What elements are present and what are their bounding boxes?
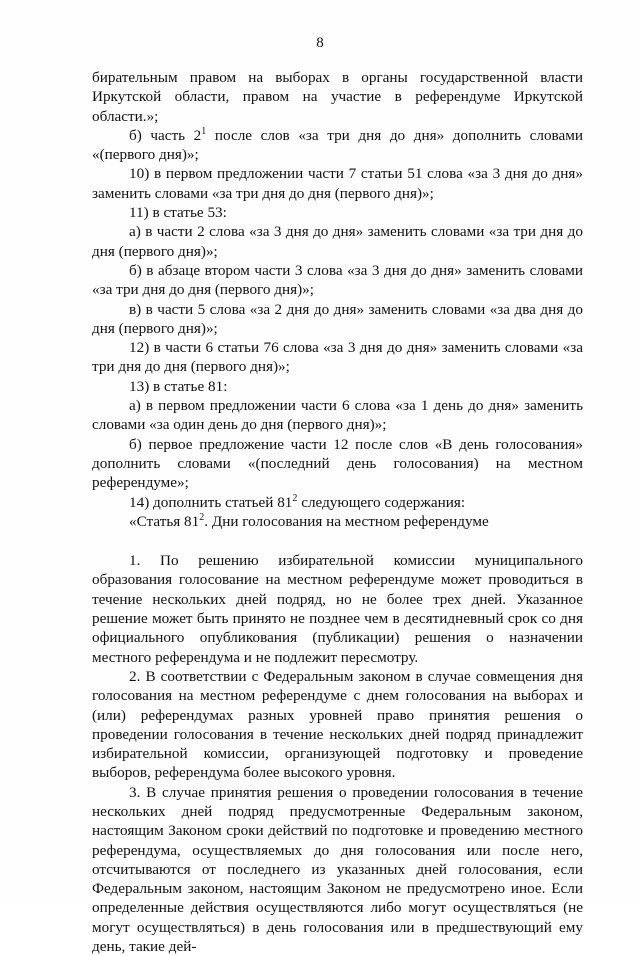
paragraph-item-13: 13) в статье 81: [129, 377, 228, 395]
article-part-2: 2. В соответствии с Федеральным законом в случае совмещения дня голосования на местном референдуме с днем голосования на выборах и (или) референдумах разных уровней право принятия решения о проведении голосования в течение нескольких дней подряд принадлежит избирательной комиссии, организующей подготовку и проведение выборов, референдума более высокого уровня. [92, 667, 583, 782]
article-heading: «Статья $81^2$. Дни голосования на местном референдуме [129, 511, 489, 530]
article-part-3: 3. В случае принятия решения о проведении голосования в течение нескольких дней подряд предусмотренные Федеральным законом, настоящим Законом сроки действий по подготовке и проведению местного референдума, осуществляемых до дня голосования или после него, отсчитываются от последнего из указанных дней голосования, если Федеральным законом, настоящим Законом не предусмотрено иное. Если определенные действия осуществляются либо могут осуществляться (не могут осуществляться) в день голосования или в предшествующий ему день, такие дей- [92, 783, 583, 956]
document-body [92, 68, 583, 956]
superscript: 2 [199, 511, 205, 523]
paragraph-item-b-part-2-1: б) часть $2^1$ после слов «за три дня до дня» дополнить словами «(первого дня)»; [92, 125, 583, 164]
superscript: 2 [292, 492, 298, 504]
superscript: 1 [201, 125, 207, 137]
paragraph-item-13-b: б) первое предложение части 12 после слов «В день голосования» дополнить словами «(последний день голосования) на местном референдуме»; [92, 435, 583, 492]
paragraph-item-11-a: а) в части 2 слова «за 3 дня до дня» заменить словами «за три дня до дня (первого дня)»; [92, 223, 583, 260]
paragraph-item-11-v: в) в части 5 слова «за 2 дня до дня» заменить словами «за два дня до дня (первого дня)»; [92, 300, 583, 337]
paragraph-item-12: 12) в части 6 статьи 76 слова «за 3 дня до дня» заменить словами «за три дня до дня (первого дня)»; [92, 339, 583, 376]
paragraph-item-13-a: а) в первом предложении части 6 слова «за 1 день до дня» заменить словами «за один день до дня (первого дня)»; [92, 397, 583, 434]
page-number: 8 [316, 35, 324, 51]
paragraph-item-11: 11) в статье 53: [129, 204, 227, 222]
paragraph-item-14: 14) дополнить статьей $81^2$ следующего содержания: [129, 492, 466, 511]
article-part-1: 1. По решению избирательной комиссии муниципального образования голосование на местном референдуме может проводиться в течение нескольких дней подряд, но не более трех дней. Указанное решение может быть принято не позднее чем в десятидневный срок со дня официального опубликования (публикации) решения о назначении местного референдума и не подлежит пересмотру. [92, 552, 583, 666]
paragraph-item-11-b: б) в абзаце втором части 3 слова «за 3 дня до дня» заменить словами «за три дня до дня (первого дня)»; [92, 261, 583, 299]
paragraph-item-10: 10) в первом предложении части 7 статьи 51 слова «за 3 дня до дня» заменить словами «за три дня до дня (первого дня)»; [92, 165, 583, 202]
paragraph-continuation: бирательным правом на выборах в органы государственной власти Иркутской области, правом на участие в референдуме Иркутской области.»; [92, 69, 583, 125]
